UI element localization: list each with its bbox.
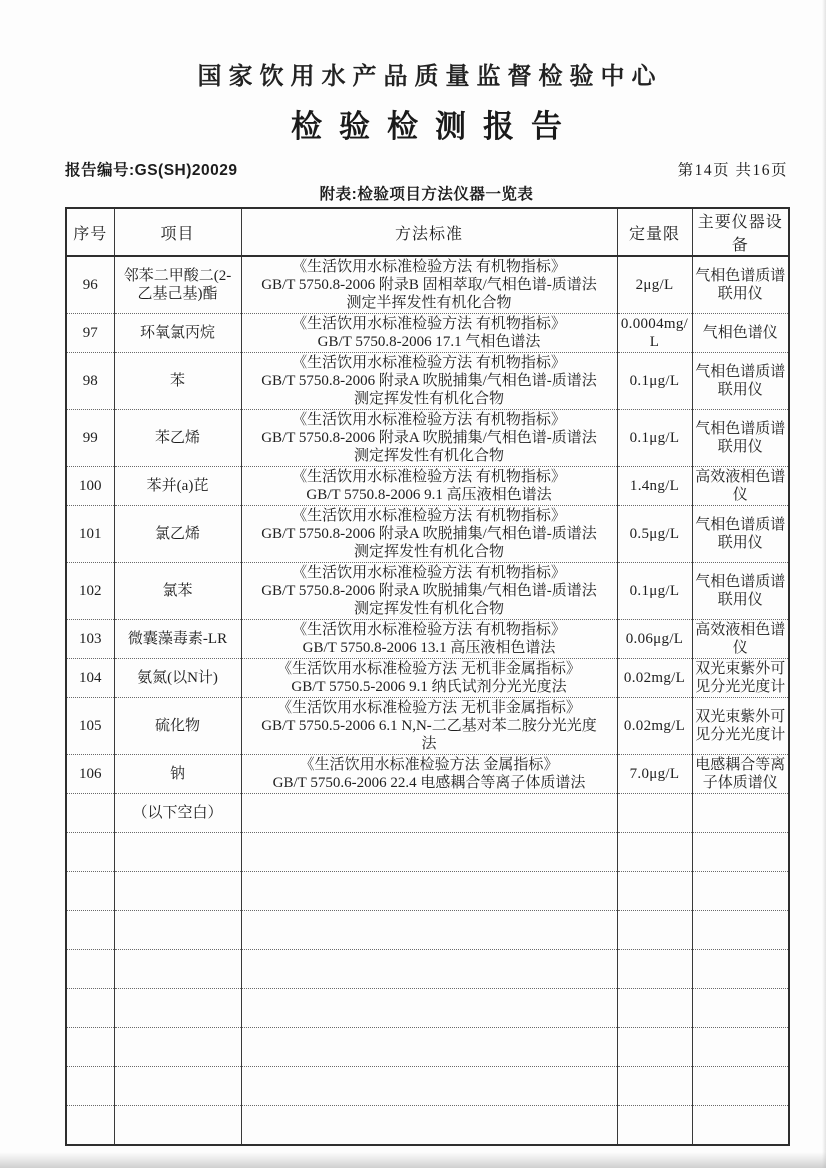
row-method bbox=[241, 833, 617, 872]
table-header-row bbox=[66, 208, 789, 256]
row-seq bbox=[66, 911, 114, 950]
row-method bbox=[241, 659, 617, 698]
meta-row bbox=[65, 158, 788, 180]
table-row bbox=[66, 1028, 789, 1067]
row-limit: 0.02mg/L bbox=[617, 698, 692, 755]
row-limit bbox=[617, 989, 692, 1028]
row-instrument: 气相色谱质谱联用仪 bbox=[692, 410, 789, 467]
row-limit: 0.5μg/L bbox=[617, 506, 692, 563]
row-instrument bbox=[692, 1106, 789, 1146]
row-seq: 100 bbox=[66, 467, 114, 506]
row-seq bbox=[66, 1067, 114, 1106]
scan-edge-right bbox=[822, 0, 826, 1168]
row-seq: 97 bbox=[66, 314, 114, 353]
table-row bbox=[66, 620, 789, 659]
method-line: GB/T 5750.8-2006 附录A 吹脱捕集/气相色谱-质谱法 bbox=[261, 583, 597, 599]
row-method bbox=[241, 698, 617, 755]
row-instrument: 气相色谱质谱联用仪 bbox=[692, 563, 789, 620]
row-limit: 0.0004mg/L bbox=[617, 314, 692, 353]
row-method bbox=[241, 872, 617, 911]
row-seq: 106 bbox=[66, 755, 114, 794]
method-line: GB/T 5750.8-2006 附录A 吹脱捕集/气相色谱-质谱法 bbox=[261, 373, 597, 389]
row-method bbox=[241, 911, 617, 950]
row-instrument: 气相色谱质谱联用仪 bbox=[692, 256, 789, 314]
table-row bbox=[66, 256, 789, 314]
method-line: GB/T 5750.8-2006 17.1 气相色谱法 bbox=[317, 334, 541, 350]
col-header-limit: 定量限 bbox=[617, 208, 692, 256]
method-instrument-table bbox=[65, 207, 790, 1146]
row-method bbox=[241, 1067, 617, 1106]
row-instrument bbox=[692, 1067, 789, 1106]
table-body bbox=[66, 256, 789, 1145]
row-limit: 7.0μg/L bbox=[617, 755, 692, 794]
row-item: （以下空白） bbox=[114, 794, 241, 833]
table-row bbox=[66, 833, 789, 872]
row-limit: 0.1μg/L bbox=[617, 410, 692, 467]
method-line: 《生活饮用水标准检验方法 有机物指标》 bbox=[292, 508, 566, 524]
table-row bbox=[66, 1106, 789, 1146]
row-limit: 1.4ng/L bbox=[617, 467, 692, 506]
table-row bbox=[66, 950, 789, 989]
table-row bbox=[66, 755, 789, 794]
row-instrument: 气相色谱质谱联用仪 bbox=[692, 353, 789, 410]
row-item bbox=[114, 989, 241, 1028]
row-method bbox=[241, 410, 617, 467]
row-method bbox=[241, 620, 617, 659]
method-line: 测定挥发性有机化合物 bbox=[353, 601, 504, 617]
row-method bbox=[241, 353, 617, 410]
method-line: 《生活饮用水标准检验方法 有机物指标》 bbox=[292, 622, 566, 638]
row-limit bbox=[617, 1067, 692, 1106]
table-row bbox=[66, 467, 789, 506]
row-instrument bbox=[692, 872, 789, 911]
row-limit bbox=[617, 794, 692, 833]
table-row bbox=[66, 872, 789, 911]
row-item: 环氧氯丙烷 bbox=[114, 314, 241, 353]
row-item bbox=[114, 833, 241, 872]
row-seq bbox=[66, 872, 114, 911]
row-limit bbox=[617, 833, 692, 872]
row-limit bbox=[617, 911, 692, 950]
row-item bbox=[114, 911, 241, 950]
method-line: 《生活饮用水标准检验方法 有机物指标》 bbox=[292, 412, 566, 428]
row-method bbox=[241, 989, 617, 1028]
row-seq: 101 bbox=[66, 506, 114, 563]
row-seq bbox=[66, 1106, 114, 1146]
row-item: 氯苯 bbox=[114, 563, 241, 620]
row-limit: 0.02mg/L bbox=[617, 659, 692, 698]
row-limit bbox=[617, 872, 692, 911]
row-item: 邻苯二甲酸二(2-乙基己基)酯 bbox=[114, 256, 241, 314]
row-method bbox=[241, 256, 617, 314]
row-limit bbox=[617, 1028, 692, 1067]
report-title: 检验检测报告 bbox=[291, 109, 579, 144]
method-line: GB/T 5750.8-2006 附录B 固相萃取/气相色谱-质谱法 bbox=[261, 277, 597, 293]
method-line: 《生活饮用水标准检验方法 有机物指标》 bbox=[292, 355, 566, 371]
row-instrument: 高效液相色谱仪 bbox=[692, 467, 789, 506]
page-indicator: 第14页 共16页 bbox=[677, 162, 788, 179]
row-limit: 0.1μg/L bbox=[617, 563, 692, 620]
col-header-item: 项目 bbox=[114, 208, 241, 256]
table-row bbox=[66, 794, 789, 833]
row-seq: 105 bbox=[66, 698, 114, 755]
row-method bbox=[241, 794, 617, 833]
method-line: GB/T 5750.8-2006 附录A 吹脱捕集/气相色谱-质谱法 bbox=[261, 526, 597, 542]
row-item: 苯 bbox=[114, 353, 241, 410]
row-item: 氨氮(以N计) bbox=[114, 659, 241, 698]
row-instrument bbox=[692, 833, 789, 872]
method-line: 《生活饮用水标准检验方法 有机物指标》 bbox=[292, 469, 566, 485]
scan-edge-bottom bbox=[0, 1152, 826, 1168]
row-instrument bbox=[692, 950, 789, 989]
row-method bbox=[241, 950, 617, 989]
row-method bbox=[241, 1028, 617, 1067]
method-line: 《生活饮用水标准检验方法 金属指标》 bbox=[299, 757, 559, 773]
method-line: 《生活饮用水标准检验方法 有机物指标》 bbox=[292, 316, 566, 332]
method-line: 《生活饮用水标准检验方法 无机非金属指标》 bbox=[277, 700, 581, 716]
method-line: GB/T 5750.6-2006 22.4 电感耦合等离子体质谱法 bbox=[272, 775, 586, 791]
row-seq: 96 bbox=[66, 256, 114, 314]
table-caption: 附表:检验项目方法仪器一览表 bbox=[319, 186, 534, 203]
col-header-instrument: 主要仪器设备 bbox=[692, 208, 789, 256]
table-row bbox=[66, 1067, 789, 1106]
row-item bbox=[114, 1106, 241, 1146]
row-limit bbox=[617, 950, 692, 989]
row-seq bbox=[66, 989, 114, 1028]
method-line: GB/T 5750.5-2006 6.1 N,N-二乙基对苯二胺分光光度 bbox=[261, 718, 597, 734]
row-instrument bbox=[692, 989, 789, 1028]
row-instrument: 双光束紫外可见分光光度计 bbox=[692, 698, 789, 755]
table-row bbox=[66, 353, 789, 410]
row-instrument: 电感耦合等离子体质谱仪 bbox=[692, 755, 789, 794]
method-line: 法 bbox=[421, 736, 437, 752]
row-item bbox=[114, 950, 241, 989]
row-item bbox=[114, 1028, 241, 1067]
row-method bbox=[241, 755, 617, 794]
report-number: 报告编号:GS(SH)20029 bbox=[65, 162, 238, 179]
report-header bbox=[65, 0, 788, 146]
row-instrument bbox=[692, 794, 789, 833]
row-item: 苯乙烯 bbox=[114, 410, 241, 467]
row-item bbox=[114, 872, 241, 911]
row-seq bbox=[66, 833, 114, 872]
row-limit: 0.1μg/L bbox=[617, 353, 692, 410]
table-row bbox=[66, 698, 789, 755]
row-instrument: 气相色谱质谱联用仪 bbox=[692, 506, 789, 563]
method-line: 测定挥发性有机化合物 bbox=[353, 448, 504, 464]
row-seq: 102 bbox=[66, 563, 114, 620]
row-limit bbox=[617, 1106, 692, 1146]
row-seq: 98 bbox=[66, 353, 114, 410]
row-method bbox=[241, 1106, 617, 1146]
method-line: 测定半挥发性有机化合物 bbox=[346, 295, 512, 311]
row-method bbox=[241, 506, 617, 563]
table-row bbox=[66, 410, 789, 467]
row-item: 氯乙烯 bbox=[114, 506, 241, 563]
table-row bbox=[66, 911, 789, 950]
row-seq bbox=[66, 794, 114, 833]
method-line: 《生活饮用水标准检验方法 无机非金属指标》 bbox=[277, 661, 581, 677]
row-seq: 99 bbox=[66, 410, 114, 467]
row-item: 微囊藻毒素-LR bbox=[114, 620, 241, 659]
method-line: GB/T 5750.8-2006 13.1 高压液相色谱法 bbox=[302, 640, 556, 656]
row-instrument: 双光束紫外可见分光光度计 bbox=[692, 659, 789, 698]
row-instrument bbox=[692, 1028, 789, 1067]
row-limit: 0.06μg/L bbox=[617, 620, 692, 659]
row-seq: 103 bbox=[66, 620, 114, 659]
row-item bbox=[114, 1067, 241, 1106]
row-item: 硫化物 bbox=[114, 698, 241, 755]
row-instrument bbox=[692, 911, 789, 950]
table-row bbox=[66, 563, 789, 620]
row-instrument: 高效液相色谱仪 bbox=[692, 620, 789, 659]
method-line: 《生活饮用水标准检验方法 有机物指标》 bbox=[292, 259, 566, 275]
row-item: 苯并(a)芘 bbox=[114, 467, 241, 506]
org-title: 国家饮用水产品质量监督检验中心 bbox=[197, 64, 663, 90]
col-header-seq: 序号 bbox=[66, 208, 114, 256]
method-line: 《生活饮用水标准检验方法 有机物指标》 bbox=[292, 565, 566, 581]
method-line: GB/T 5750.8-2006 9.1 高压液相色谱法 bbox=[306, 487, 552, 503]
row-seq bbox=[66, 950, 114, 989]
row-seq bbox=[66, 1028, 114, 1067]
table-row bbox=[66, 314, 789, 353]
row-item: 钠 bbox=[114, 755, 241, 794]
method-line: GB/T 5750.8-2006 附录A 吹脱捕集/气相色谱-质谱法 bbox=[261, 430, 597, 446]
table-row bbox=[66, 659, 789, 698]
method-line: 测定挥发性有机化合物 bbox=[353, 544, 504, 560]
table-row bbox=[66, 506, 789, 563]
row-limit: 2μg/L bbox=[617, 256, 692, 314]
method-line: 测定挥发性有机化合物 bbox=[353, 391, 504, 407]
row-method bbox=[241, 467, 617, 506]
method-line: GB/T 5750.5-2006 9.1 纳氏试剂分光光度法 bbox=[291, 679, 567, 695]
col-header-method: 方法标准 bbox=[241, 208, 617, 256]
row-instrument: 气相色谱仪 bbox=[692, 314, 789, 353]
row-method bbox=[241, 563, 617, 620]
row-seq: 104 bbox=[66, 659, 114, 698]
table-row bbox=[66, 989, 789, 1028]
row-method bbox=[241, 314, 617, 353]
